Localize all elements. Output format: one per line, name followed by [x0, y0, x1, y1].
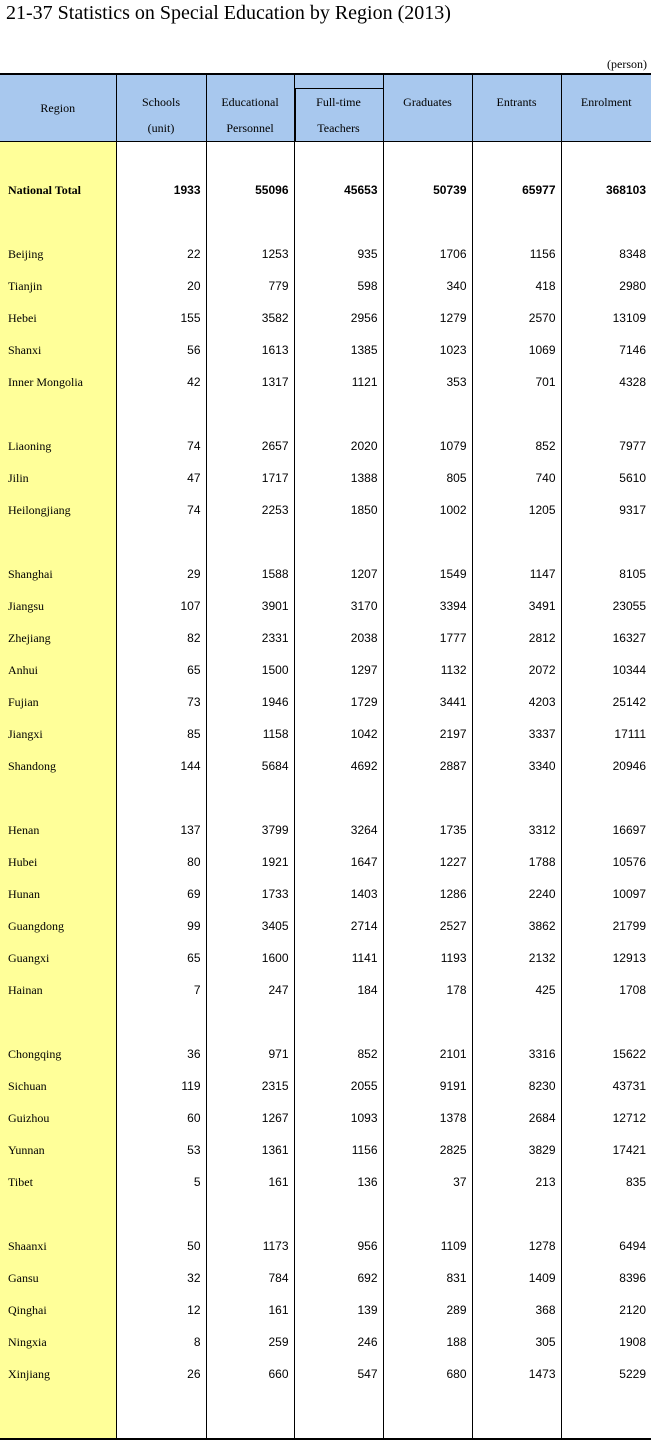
- personnel-value: 161: [206, 1294, 294, 1326]
- teachers-value: 184: [294, 974, 383, 1006]
- personnel-value: 161: [206, 1166, 294, 1198]
- graduates-value: 2101: [383, 1038, 472, 1070]
- teachers-value: 956: [294, 1230, 383, 1262]
- table-row: [0, 238, 651, 270]
- personnel-value: 247: [206, 974, 294, 1006]
- schools-value: 69: [116, 878, 206, 910]
- personnel-value: 1158: [206, 718, 294, 750]
- teachers-value: 2020: [294, 430, 383, 462]
- region-name: Anhui: [0, 654, 116, 686]
- graduates-value: 1002: [383, 494, 472, 526]
- table-row: [0, 558, 651, 590]
- graduates-value: 9191: [383, 1070, 472, 1102]
- unit-label: (person): [607, 57, 647, 71]
- table-row: [0, 366, 651, 398]
- graduates-value: 37: [383, 1166, 472, 1198]
- enrolment-value: 7146: [561, 334, 651, 366]
- enrolment-value: 2120: [561, 1294, 651, 1326]
- national-total-row: [0, 174, 651, 206]
- enrolment-value: 8396: [561, 1262, 651, 1294]
- schools-value: 42: [116, 366, 206, 398]
- graduates-value: 1777: [383, 622, 472, 654]
- spacer-row: [0, 1006, 651, 1038]
- enrolment-value: 21799: [561, 910, 651, 942]
- graduates-value: 831: [383, 1262, 472, 1294]
- region-name: Tibet: [0, 1166, 116, 1198]
- table-row: [0, 1134, 651, 1166]
- table-row: [0, 622, 651, 654]
- table-row: [0, 1038, 651, 1070]
- entrants-value: 1788: [472, 846, 561, 878]
- entrants-value: 1205: [472, 494, 561, 526]
- region-name: Qinghai: [0, 1294, 116, 1326]
- enrolment-value: 5610: [561, 462, 651, 494]
- region-name: Tianjin: [0, 270, 116, 302]
- entrants-value: 1156: [472, 238, 561, 270]
- teachers-value: 1093: [294, 1102, 383, 1134]
- header-graduates: Graduates: [383, 74, 472, 142]
- schools-value: 60: [116, 1102, 206, 1134]
- table-row: [0, 302, 651, 334]
- personnel-value: 1361: [206, 1134, 294, 1166]
- entrants-value: 3862: [472, 910, 561, 942]
- graduates-value: 178: [383, 974, 472, 1006]
- enrolment-value: 10576: [561, 846, 651, 878]
- entrants-value: 8230: [472, 1070, 561, 1102]
- entrants-value: 3316: [472, 1038, 561, 1070]
- personnel-value: 784: [206, 1262, 294, 1294]
- region-name: Guangxi: [0, 942, 116, 974]
- personnel-value: 1500: [206, 654, 294, 686]
- teachers-value: 852: [294, 1038, 383, 1070]
- enrolment-value: 17111: [561, 718, 651, 750]
- schools-value: 73: [116, 686, 206, 718]
- graduates-value: 805: [383, 462, 472, 494]
- region-name: Shandong: [0, 750, 116, 782]
- teachers-value: 45653: [294, 174, 383, 206]
- entrants-value: 2812: [472, 622, 561, 654]
- enrolment-value: 4328: [561, 366, 651, 398]
- region-name: Jiangxi: [0, 718, 116, 750]
- entrants-value: 1147: [472, 558, 561, 590]
- enrolment-value: 8348: [561, 238, 651, 270]
- header-region: Region: [0, 74, 116, 142]
- enrolment-value: 835: [561, 1166, 651, 1198]
- entrants-value: 2684: [472, 1102, 561, 1134]
- entrants-value: 3337: [472, 718, 561, 750]
- teachers-value: 3170: [294, 590, 383, 622]
- schools-value: 1933: [116, 174, 206, 206]
- teachers-value: 1729: [294, 686, 383, 718]
- graduates-value: 188: [383, 1326, 472, 1358]
- spacer-row: [0, 398, 651, 430]
- enrolment-value: 23055: [561, 590, 651, 622]
- personnel-value: 1733: [206, 878, 294, 910]
- table-row: [0, 430, 651, 462]
- personnel-value: 1588: [206, 558, 294, 590]
- table-row: [0, 878, 651, 910]
- teachers-value: 136: [294, 1166, 383, 1198]
- teachers-value: 1207: [294, 558, 383, 590]
- enrolment-value: 9317: [561, 494, 651, 526]
- enrolment-value: 368103: [561, 174, 651, 206]
- header-educational-personnel: Educational Personnel: [206, 74, 294, 142]
- table-row: [0, 718, 651, 750]
- teachers-value: 2038: [294, 622, 383, 654]
- entrants-value: 852: [472, 430, 561, 462]
- region-name: Xinjiang: [0, 1358, 116, 1390]
- table-row: [0, 1070, 651, 1102]
- teachers-value: 139: [294, 1294, 383, 1326]
- entrants-value: 740: [472, 462, 561, 494]
- region-name: Inner Mongolia: [0, 366, 116, 398]
- enrolment-value: 16327: [561, 622, 651, 654]
- table-row: [0, 462, 651, 494]
- personnel-value: 2253: [206, 494, 294, 526]
- region-name: Henan: [0, 814, 116, 846]
- spacer-row: [0, 782, 651, 814]
- enrolment-value: 15622: [561, 1038, 651, 1070]
- schools-value: 99: [116, 910, 206, 942]
- teachers-value: 692: [294, 1262, 383, 1294]
- statistics-table: [0, 73, 651, 1440]
- personnel-value: 779: [206, 270, 294, 302]
- enrolment-value: 12913: [561, 942, 651, 974]
- spacer-row: [0, 142, 651, 175]
- personnel-value: 1173: [206, 1230, 294, 1262]
- entrants-value: 3340: [472, 750, 561, 782]
- schools-value: 144: [116, 750, 206, 782]
- region-name: Chongqing: [0, 1038, 116, 1070]
- table-row: [0, 494, 651, 526]
- header-entrants: Entrants: [472, 74, 561, 142]
- entrants-value: 1409: [472, 1262, 561, 1294]
- personnel-value: 1253: [206, 238, 294, 270]
- graduates-value: 340: [383, 270, 472, 302]
- teachers-value: 2956: [294, 302, 383, 334]
- table-row: [0, 814, 651, 846]
- teachers-value: 4692: [294, 750, 383, 782]
- personnel-value: 2331: [206, 622, 294, 654]
- schools-value: 155: [116, 302, 206, 334]
- graduates-value: 1132: [383, 654, 472, 686]
- region-name: Hainan: [0, 974, 116, 1006]
- teachers-value: 935: [294, 238, 383, 270]
- region-name: Sichuan: [0, 1070, 116, 1102]
- entrants-value: 418: [472, 270, 561, 302]
- table-row: [0, 1230, 651, 1262]
- table-row: [0, 846, 651, 878]
- enrolment-value: 10097: [561, 878, 651, 910]
- spacer-row: [0, 206, 651, 238]
- graduates-value: 1279: [383, 302, 472, 334]
- spacer-row: [0, 1198, 651, 1230]
- region-name: Yunnan: [0, 1134, 116, 1166]
- graduates-value: 50739: [383, 174, 472, 206]
- teachers-value: 1141: [294, 942, 383, 974]
- schools-value: 85: [116, 718, 206, 750]
- teachers-value: 1385: [294, 334, 383, 366]
- teachers-value: 1156: [294, 1134, 383, 1166]
- schools-value: 137: [116, 814, 206, 846]
- spacer-row: [0, 526, 651, 558]
- entrants-value: 701: [472, 366, 561, 398]
- teachers-value: 1403: [294, 878, 383, 910]
- region-name: Fujian: [0, 686, 116, 718]
- personnel-value: 1267: [206, 1102, 294, 1134]
- graduates-value: 3441: [383, 686, 472, 718]
- enrolment-value: 10344: [561, 654, 651, 686]
- graduates-value: 289: [383, 1294, 472, 1326]
- enrolment-value: 43731: [561, 1070, 651, 1102]
- schools-value: 74: [116, 494, 206, 526]
- table-body: [0, 142, 651, 1440]
- graduates-value: 2887: [383, 750, 472, 782]
- enrolment-value: 6494: [561, 1230, 651, 1262]
- region-name: Heilongjiang: [0, 494, 116, 526]
- header-schools: Schools (unit): [116, 74, 206, 142]
- schools-value: 26: [116, 1358, 206, 1390]
- schools-value: 119: [116, 1070, 206, 1102]
- region-name: Shanxi: [0, 334, 116, 366]
- region-name: Hunan: [0, 878, 116, 910]
- teachers-value: 1850: [294, 494, 383, 526]
- teachers-value: 1388: [294, 462, 383, 494]
- region-name: Jiangsu: [0, 590, 116, 622]
- table-row: [0, 1102, 651, 1134]
- graduates-value: 1079: [383, 430, 472, 462]
- enrolment-value: 1908: [561, 1326, 651, 1358]
- region-name: Shanghai: [0, 558, 116, 590]
- personnel-value: 3901: [206, 590, 294, 622]
- teachers-value: 1121: [294, 366, 383, 398]
- teachers-value: 547: [294, 1358, 383, 1390]
- region-name: Zhejiang: [0, 622, 116, 654]
- schools-value: 80: [116, 846, 206, 878]
- region-name: Guangdong: [0, 910, 116, 942]
- graduates-value: 1023: [383, 334, 472, 366]
- personnel-value: 2657: [206, 430, 294, 462]
- personnel-value: 1317: [206, 366, 294, 398]
- region-name: Gansu: [0, 1262, 116, 1294]
- entrants-value: 2132: [472, 942, 561, 974]
- personnel-value: 971: [206, 1038, 294, 1070]
- region-name: Ningxia: [0, 1326, 116, 1358]
- graduates-value: 1706: [383, 238, 472, 270]
- teachers-value: 1042: [294, 718, 383, 750]
- schools-value: 65: [116, 654, 206, 686]
- entrants-value: 305: [472, 1326, 561, 1358]
- entrants-value: 2240: [472, 878, 561, 910]
- entrants-value: 1278: [472, 1230, 561, 1262]
- table-row: [0, 686, 651, 718]
- enrolment-value: 1708: [561, 974, 651, 1006]
- teachers-value: 3264: [294, 814, 383, 846]
- table-row: [0, 334, 651, 366]
- graduates-value: 1378: [383, 1102, 472, 1134]
- personnel-value: 1600: [206, 942, 294, 974]
- entrants-value: 3312: [472, 814, 561, 846]
- enrolment-value: 5229: [561, 1358, 651, 1390]
- schools-value: 50: [116, 1230, 206, 1262]
- region-name: Liaoning: [0, 430, 116, 462]
- schools-value: 65: [116, 942, 206, 974]
- personnel-value: 1946: [206, 686, 294, 718]
- schools-value: 47: [116, 462, 206, 494]
- graduates-value: 1193: [383, 942, 472, 974]
- table-row: [0, 750, 651, 782]
- header-enrolment: Enrolment: [561, 74, 651, 142]
- region-name: National Total: [0, 174, 116, 206]
- table-row: [0, 942, 651, 974]
- personnel-value: 55096: [206, 174, 294, 206]
- graduates-value: 2825: [383, 1134, 472, 1166]
- region-name: Guizhou: [0, 1102, 116, 1134]
- table-row: [0, 654, 651, 686]
- graduates-value: 1109: [383, 1230, 472, 1262]
- region-name: Hubei: [0, 846, 116, 878]
- graduates-value: 1735: [383, 814, 472, 846]
- schools-value: 56: [116, 334, 206, 366]
- entrants-value: 65977: [472, 174, 561, 206]
- teachers-value: 598: [294, 270, 383, 302]
- enrolment-value: 12712: [561, 1102, 651, 1134]
- teachers-value: 2714: [294, 910, 383, 942]
- personnel-value: 1717: [206, 462, 294, 494]
- schools-value: 32: [116, 1262, 206, 1294]
- table-row: [0, 1262, 651, 1294]
- schools-value: 82: [116, 622, 206, 654]
- graduates-value: 353: [383, 366, 472, 398]
- graduates-value: 2527: [383, 910, 472, 942]
- schools-value: 12: [116, 1294, 206, 1326]
- personnel-value: 660: [206, 1358, 294, 1390]
- teachers-value: 1647: [294, 846, 383, 878]
- schools-value: 7: [116, 974, 206, 1006]
- region-name: Shaanxi: [0, 1230, 116, 1262]
- graduates-value: 1286: [383, 878, 472, 910]
- table-row: [0, 1294, 651, 1326]
- enrolment-value: 13109: [561, 302, 651, 334]
- personnel-value: 2315: [206, 1070, 294, 1102]
- graduates-value: 1227: [383, 846, 472, 878]
- schools-value: 20: [116, 270, 206, 302]
- personnel-value: 259: [206, 1326, 294, 1358]
- header-row: [0, 74, 651, 142]
- schools-value: 5: [116, 1166, 206, 1198]
- personnel-value: 1921: [206, 846, 294, 878]
- graduates-value: 680: [383, 1358, 472, 1390]
- schools-value: 53: [116, 1134, 206, 1166]
- page-title: 21-37 Statistics on Special Education by Region (2013): [6, 2, 451, 24]
- graduates-value: 2197: [383, 718, 472, 750]
- entrants-value: 1069: [472, 334, 561, 366]
- schools-value: 107: [116, 590, 206, 622]
- teachers-value: 1297: [294, 654, 383, 686]
- entrants-value: 4203: [472, 686, 561, 718]
- graduates-value: 1549: [383, 558, 472, 590]
- schools-value: 74: [116, 430, 206, 462]
- enrolment-value: 8105: [561, 558, 651, 590]
- enrolment-value: 2980: [561, 270, 651, 302]
- graduates-value: 3394: [383, 590, 472, 622]
- header-full-time-teachers: Full-time Teachers: [294, 74, 383, 142]
- schools-value: 29: [116, 558, 206, 590]
- enrolment-value: 20946: [561, 750, 651, 782]
- enrolment-value: 16697: [561, 814, 651, 846]
- spacer-row: [0, 1390, 651, 1439]
- table-row: [0, 590, 651, 622]
- enrolment-value: 17421: [561, 1134, 651, 1166]
- region-name: Jilin: [0, 462, 116, 494]
- teachers-value: 2055: [294, 1070, 383, 1102]
- entrants-value: 1473: [472, 1358, 561, 1390]
- region-name: Hebei: [0, 302, 116, 334]
- entrants-value: 3829: [472, 1134, 561, 1166]
- table-row: [0, 1326, 651, 1358]
- personnel-value: 1613: [206, 334, 294, 366]
- table-row: [0, 270, 651, 302]
- entrants-value: 2570: [472, 302, 561, 334]
- entrants-value: 3491: [472, 590, 561, 622]
- teachers-value: 246: [294, 1326, 383, 1358]
- personnel-value: 3799: [206, 814, 294, 846]
- personnel-value: 3582: [206, 302, 294, 334]
- entrants-value: 425: [472, 974, 561, 1006]
- enrolment-value: 25142: [561, 686, 651, 718]
- schools-value: 22: [116, 238, 206, 270]
- region-name: Beijing: [0, 238, 116, 270]
- table-row: [0, 1358, 651, 1390]
- entrants-value: 368: [472, 1294, 561, 1326]
- schools-value: 8: [116, 1326, 206, 1358]
- table-row: [0, 1166, 651, 1198]
- enrolment-value: 7977: [561, 430, 651, 462]
- personnel-value: 5684: [206, 750, 294, 782]
- table-row: [0, 974, 651, 1006]
- entrants-value: 213: [472, 1166, 561, 1198]
- table-row: [0, 910, 651, 942]
- personnel-value: 3405: [206, 910, 294, 942]
- schools-value: 36: [116, 1038, 206, 1070]
- entrants-value: 2072: [472, 654, 561, 686]
